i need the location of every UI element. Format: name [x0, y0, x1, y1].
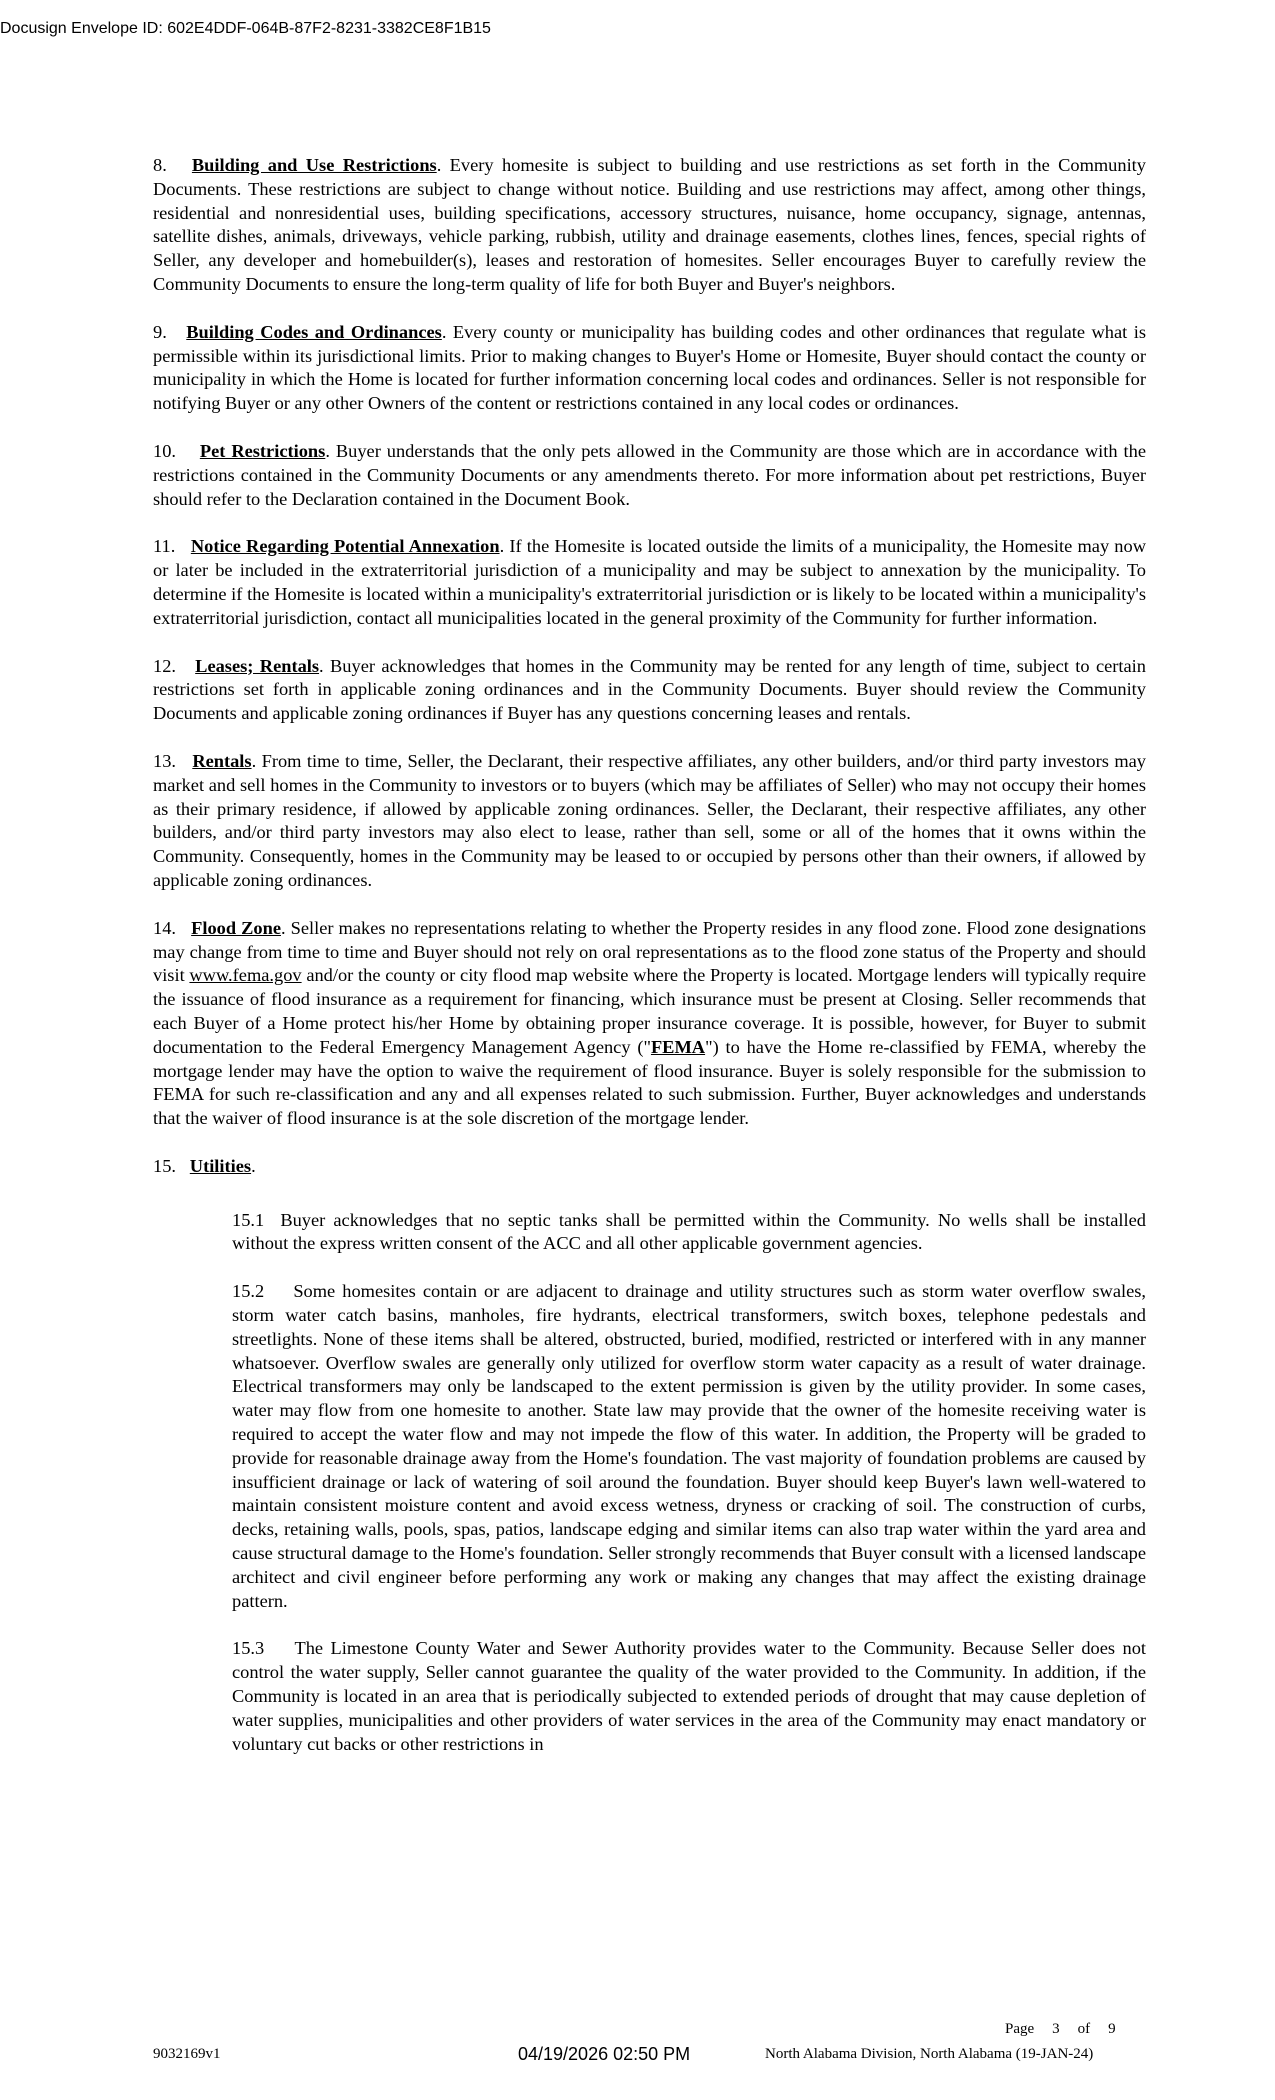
page-label: Page: [1005, 2021, 1035, 2037]
section-heading: Leases; Rentals: [195, 655, 320, 676]
section-9: [153, 321, 1146, 416]
subsection-text: Some homesites contain or are adjacent to drainage and utility structures such as storm water overflow swales, storm water catch basins, manholes, fire hydrants, electrical transformers, switch boxes, telephone pedestals and streetlights. None of these items shall be altered, obstructed, buried, modified, restricted or interfered with in any manner whatsoever. Overflow swales are generally only utilized for overflow storm water capacity as a result of water drainage. Electrical transformers may only be landscaped to the extent permission is given by the utility provider. In some cases, water may flow from one homesite to another. State law may provide that the owner of the homesite receiving water is required to accept the water flow and may not impede the flow of this water. In addition, the Property will be graded to provide for reasonable drainage away from the Home's foundation. The vast majority of foundation problems are caused by insufficient drainage or lack of watering of soil around the foundation. Buyer should keep Buyer's lawn well-watered to maintain consistent moisture content and avoid excess wetness, dryness or cracking of soil. The construction of curbs, decks, retaining walls, pools, spas, patios, landscape edging and similar items can also trap water within the yard area and cause structural damage to the Home's foundation. Seller strongly recommends that Buyer consult with a licensed landscape architect and civil engineer before performing any work or making any changes that may affect the existing drainage pattern.: [232, 1281, 1147, 1611]
section-text: . Buyer acknowledges that homes in the Community may be rented for any length of time, subject to certain restrictions set forth in applicable zoning ordinances and in the Community Documents. Buyer should review the Community Documents and applicable zoning ordinances if Buyer has any questions concerning leases and rentals.: [153, 655, 1146, 724]
section-number: 8.: [153, 155, 167, 175]
section-13: [153, 750, 1146, 893]
section-text: . Every county or municipality has building codes and other ordinances that regulate what is permissible within its jurisdictional limits. Prior to making changes to Buyer's Home or Homesite, Buyer should contact the county or municipality in which the Home is located for further information concerning local codes and ordinances. Seller is not responsible for notifying Buyer or any other Owners of the content or restrictions contained in any local codes or ordinances.: [153, 321, 1147, 414]
page-total: 9: [1108, 2021, 1116, 2037]
page-number: [1005, 2021, 1116, 2038]
envelope-id: Docusign Envelope ID: 602E4DDF-064B-87F2-8231-3382CE8F1B15: [0, 20, 491, 37]
section-heading: Notice Regarding Potential Annexation: [190, 536, 500, 557]
signing-datetime: 04/19/2026 02:50 PM: [518, 2044, 691, 2064]
section-14: [153, 917, 1146, 1131]
section-heading: Rentals: [192, 750, 252, 771]
section-15: [153, 1155, 1146, 1179]
section-heading: Pet Restrictions: [199, 440, 326, 461]
section-text: . If the Homesite is located outside the limits of a municipality, the Homesite may now or later be included in the extraterritorial jurisdiction of a municipality and may be subject to annexation by the municipality. To determine if the Homesite is located within a municipality's extraterritorial jurisdiction or is likely to be located within a municipality's extraterritorial jurisdiction, contact all municipalities located in the general proximity of the Community for further information.: [153, 536, 1146, 628]
fema-link[interactable]: www.fema.gov: [189, 965, 302, 986]
section-8: [153, 154, 1146, 297]
section-heading: Building and Use Restrictions: [191, 155, 437, 175]
subsection-number: 15.1: [232, 1209, 265, 1230]
section-number: 12.: [153, 655, 176, 676]
page-current: 3: [1052, 2021, 1060, 2037]
section-number: 9.: [153, 321, 167, 342]
section-heading: Utilities: [189, 1155, 252, 1176]
section-heading: Flood Zone: [191, 917, 281, 938]
section-10: [153, 440, 1146, 511]
section-text: . Seller makes no representations relating to whether the Property resides in any flood zone. Flood zone designations may change from time to time and Buyer should not rely on oral representations as to the flood zone status of the Property and should visit: [153, 917, 1146, 986]
division-label: North Alabama Division, North Alabama (19-JAN-24): [765, 2046, 1094, 2062]
section-number: 14.: [153, 917, 176, 938]
subsection-number: 15.3: [232, 1638, 265, 1659]
subsection-text: Buyer acknowledges that no septic tanks shall be permitted within the Community. No wells shall be installed without the express written consent of the ACC and all other applicable government agencies.: [232, 1209, 1146, 1254]
section-12: [153, 655, 1146, 726]
document-body: [153, 154, 1146, 1780]
section-number: 10.: [153, 440, 176, 461]
section-text: and/or the county or city flood map website where the Property is located. Mortgage lenders will typically require the issuance of flood insurance as a requirement for financing, which insurance must be present at Closing. Seller recommends that each Buyer of a Home protect his/her Home by obtaining proper insurance coverage. It is possible, however, for Buyer to submit documentation to the Federal Emergency Management Agency (": [153, 965, 1146, 1057]
section-text: . Buyer understands that the only pets allowed in the Community are those which are in accordance with the restrictions contained in the Community Documents or any amendments thereto. For more information about pet restrictions, Buyer should refer to the Declaration contained in the Document Book.: [153, 440, 1147, 509]
subsection-15-2: [232, 1280, 1146, 1613]
section-text: ") to have the Home re-classified by FEMA, whereby the mortgage lender may have the option to waive the requirement of flood insurance. Buyer is solely responsible for the submission to FEMA for such re-classification and any and all expenses related to such submission. Further, Buyer acknowledges and understands that the waiver of flood insurance is at the sole discretion of the mortgage lender.: [153, 1036, 1146, 1129]
section-heading: Building Codes and Ordinances: [186, 321, 442, 342]
section-text: . Every homesite is subject to building and use restrictions as set forth in the Community Documents. These restrictions are subject to change without notice. Building and use restrictions may affect, among other things, residential and nonresidential uses, building specifications, accessory structures, nuisance, home occupancy, signage, antennas, satellite dishes, animals, driveways, vehicle parking, rubbish, utility and drainage easements, clothes lines, fences, special rights of Seller, any developer and homebuilder(s), leases and restoration of homesites. Seller encourages Buyer to carefully review the Community Documents to ensure the long-term quality of life for both Buyer and Buyer's neighbors.: [153, 155, 1146, 294]
section-number: 11.: [153, 536, 176, 557]
fema-defined-term: FEMA: [650, 1036, 706, 1057]
section-text: .: [251, 1155, 256, 1176]
document-id: 9032169v1: [153, 2046, 221, 2062]
subsection-text: The Limestone County Water and Sewer Authority provides water to the Community. Because Seller does not control the water supply, Seller cannot guarantee the quality of the water provided to the Community. In addition, if the Community is located in an area that is periodically subjected to extended periods of drought that may cause depletion of water supplies, municipalities and other providers of water services in the area of the Community may enact mandatory or voluntary cut backs or other restrictions in: [232, 1638, 1147, 1754]
section-text: . From time to time, Seller, the Declarant, their respective affiliates, any other builders, and/or third party investors may market and sell homes in the Community to investors or to buyers (which may be affiliates of Seller) who may not occupy their homes as their primary residence, if allowed by applicable zoning ordinances. Seller, the Declarant, their respective affiliates, any other builders, and/or third party investors may also elect to lease, rather than sell, some or all of the homes that it owns within the Community. Consequently, homes in the Community may be leased to or occupied by persons other than their owners, if allowed by applicable zoning ordinances.: [153, 750, 1147, 890]
section-number: 15.: [153, 1155, 176, 1176]
subsection-15-1: [232, 1209, 1146, 1257]
page-of-label: of: [1077, 2021, 1091, 2037]
section-number: 13.: [153, 750, 176, 771]
subsection-15-3: [232, 1637, 1146, 1756]
subsection-number: 15.2: [232, 1281, 265, 1302]
section-11: [153, 535, 1146, 630]
